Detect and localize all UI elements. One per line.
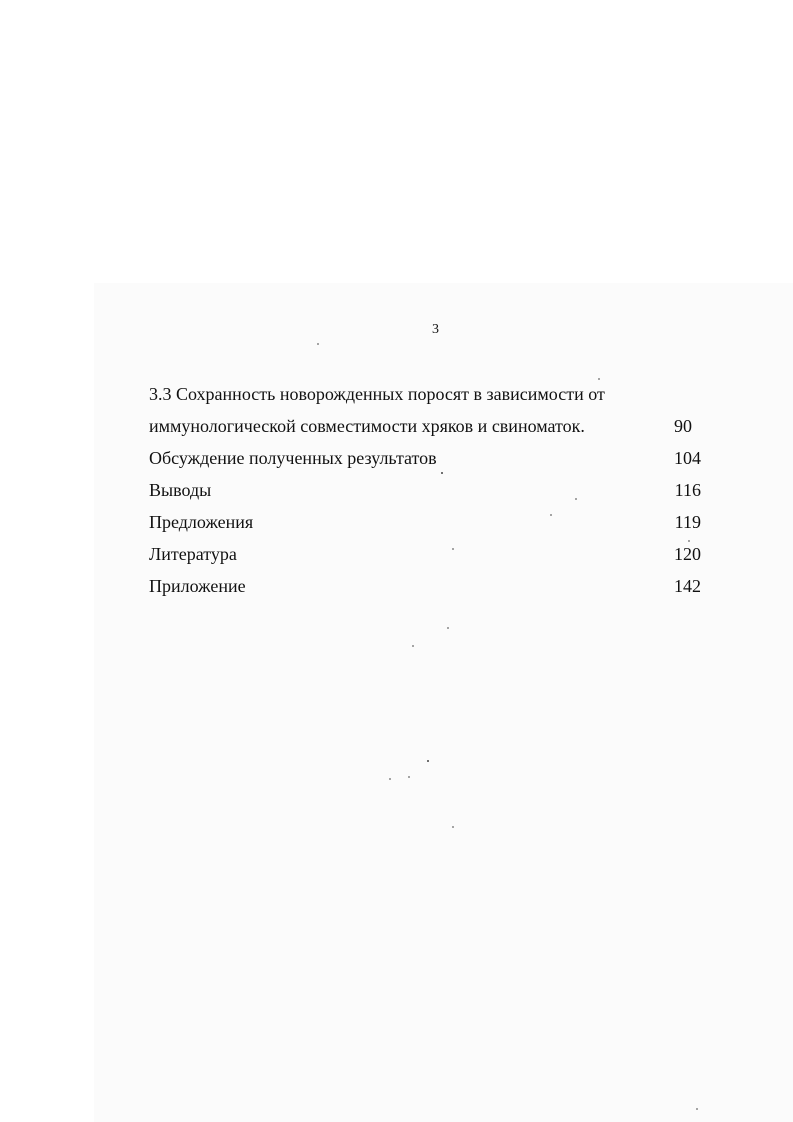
scan-speck xyxy=(452,826,454,828)
toc-entry-title: Литература xyxy=(149,544,237,564)
toc-entry xyxy=(149,574,705,606)
toc-entry-page: 104 xyxy=(674,448,701,468)
toc-entry-page: 90 xyxy=(674,416,692,436)
toc-entry-page: 120 xyxy=(674,544,701,564)
toc-entry xyxy=(149,414,705,446)
toc-entry-title: Выводы xyxy=(149,480,212,500)
toc-entry-page: 116 xyxy=(674,480,701,500)
page-number: 3 xyxy=(432,322,439,337)
scan-speck xyxy=(412,645,414,647)
toc-entry-title: иммунологической совместимости хряков и свиноматок. xyxy=(149,416,585,436)
toc-entry-page: 119 xyxy=(674,512,701,532)
scan-speck xyxy=(389,778,391,780)
scan-speck xyxy=(696,1108,698,1110)
table-of-contents xyxy=(149,382,705,606)
toc-entry-page: 142 xyxy=(674,576,701,596)
toc-entry-title: 3.3 Сохранность новорожденных поросят в зависимости от xyxy=(149,384,605,404)
toc-entry-title: Предложения xyxy=(149,512,254,532)
scan-speck xyxy=(447,627,449,629)
toc-entry xyxy=(149,446,705,478)
scan-speck xyxy=(688,540,690,542)
toc-entry xyxy=(149,478,705,510)
toc-entry xyxy=(149,382,705,414)
scan-speck xyxy=(550,514,552,516)
scan-speck xyxy=(441,472,443,474)
scan-speck xyxy=(408,776,410,778)
toc-entry xyxy=(149,542,705,574)
scan-speck xyxy=(317,343,319,345)
toc-entry xyxy=(149,510,705,542)
toc-entry-title: Обсуждение полученных результатов xyxy=(149,448,437,468)
scan-speck xyxy=(427,760,429,762)
toc-entry-title: Приложение xyxy=(149,576,246,596)
scan-speck xyxy=(452,548,454,550)
scan-speck xyxy=(598,378,600,380)
scan-speck xyxy=(575,498,577,500)
